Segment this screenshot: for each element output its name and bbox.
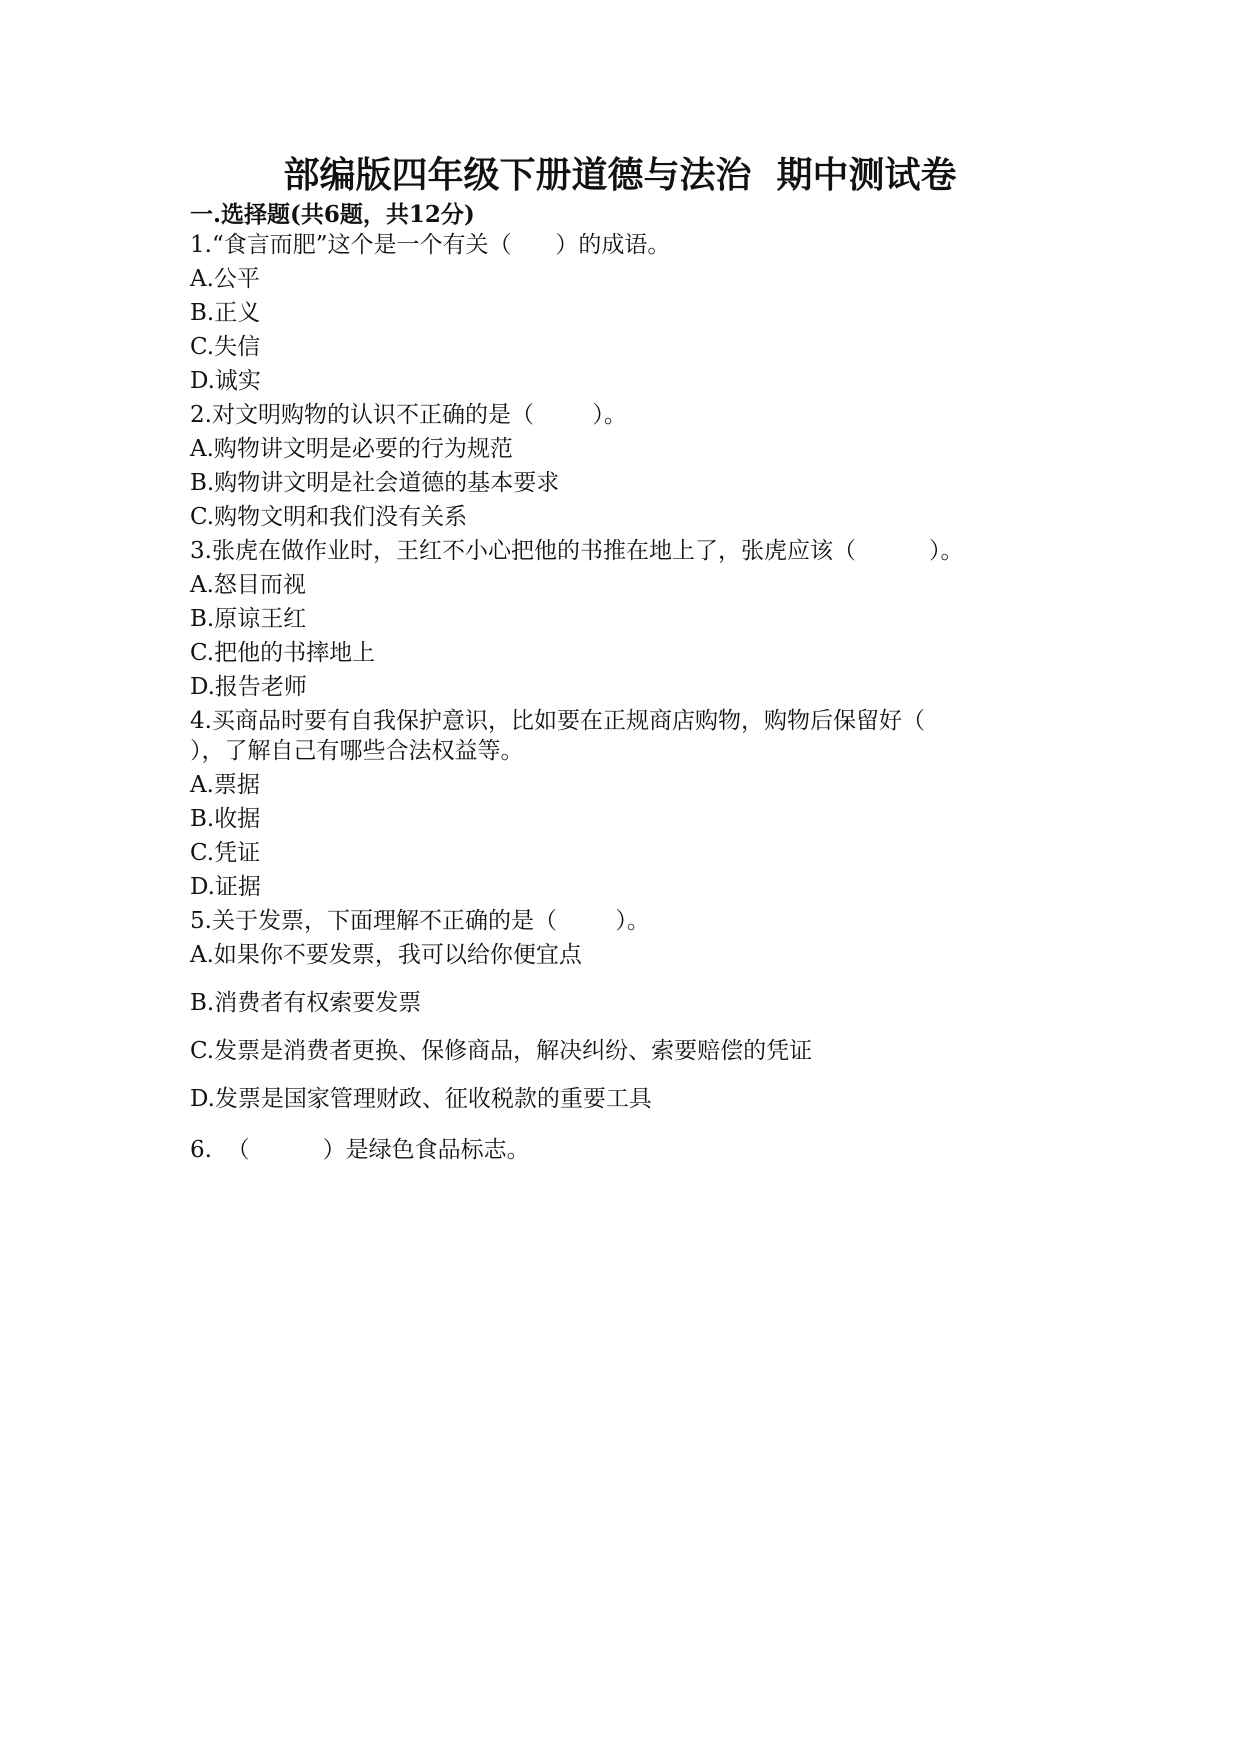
question-1-option-d: D.诚实 [190,368,261,394]
question-4-stem-line-2: ），了解自己有哪些合法权益等。 [190,738,524,764]
question-3-option-b: B.原谅王红 [190,606,307,632]
question-3-option-d: D.报告老师 [190,674,307,700]
section-heading: 一.选择题(共6题，共12分) [190,201,475,228]
question-2-stem: 2.对文明购物的认识不正确的是（ ）。 [190,402,627,428]
question-2-option-c: C.购物文明和我们没有关系 [190,504,468,530]
question-4-option-a: A.票据 [190,772,260,798]
question-1-option-c: C.失信 [190,334,261,360]
question-5-option-c: C.发票是消费者更换、保修商品，解决纠纷、索要赔偿的凭证 [190,1038,813,1064]
question-4-stem-line-1: 4.买商品时要有自我保护意识，比如要在正规商店购物，购物后保留好（ [190,708,925,734]
question-3-option-a: A.怒目而视 [190,572,306,598]
question-1-option-a: A.公平 [190,266,260,292]
question-5-option-d: D.发票是国家管理财政、征收税款的重要工具 [190,1086,652,1112]
question-2-option-a: A.购物讲文明是必要的行为规范 [190,436,513,462]
question-4-option-d: D.证据 [190,874,261,900]
exam-title: 部编版四年级下册道德与法治 期中测试卷 [283,154,957,196]
question-2-option-b: B.购物讲文明是社会道德的基本要求 [190,470,560,496]
question-4-option-b: B.收据 [190,806,261,832]
question-5-option-a: A.如果你不要发票，我可以给你便宜点 [190,942,582,968]
question-3-stem: 3.张虎在做作业时，王红不小心把他的书推在地上了，张虎应该（ ）。 [190,538,964,564]
question-5-option-b: B.消费者有权索要发票 [190,990,422,1016]
question-5-stem: 5.关于发票，下面理解不正确的是（ ）。 [190,908,650,934]
question-1-stem: 1.“食言而肥”这个是一个有关（ ）的成语。 [190,232,671,258]
question-1-option-b: B.正义 [190,300,261,326]
question-4-option-c: C.凭证 [190,840,261,866]
question-6-stem: 6. （ ）是绿色食品标志。 [190,1137,530,1163]
question-3-option-c: C.把他的书摔地上 [190,640,376,666]
